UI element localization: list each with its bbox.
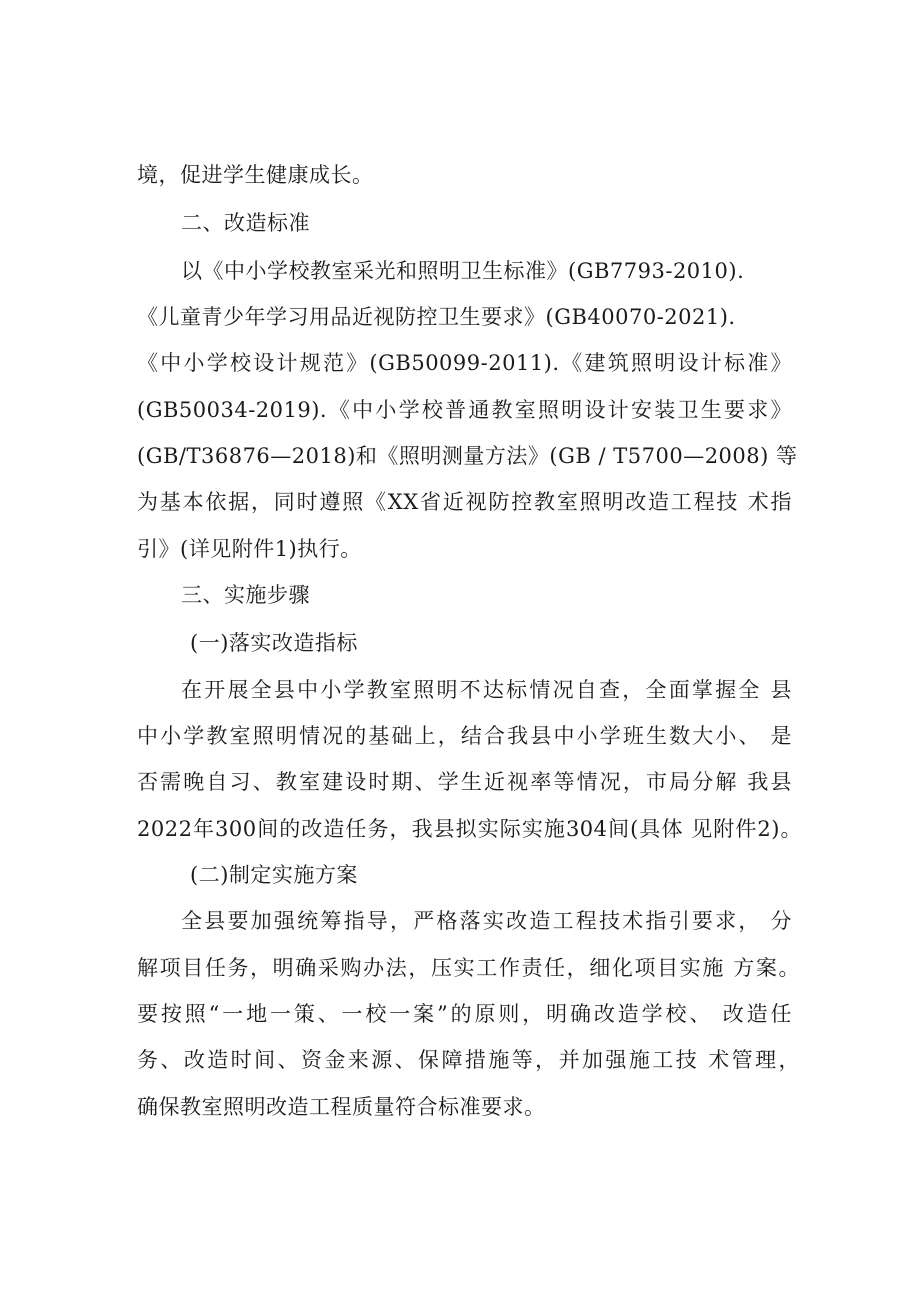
section-heading-steps: 三、实施步骤: [181, 583, 310, 607]
paragraph-line: 为基本依据，同时遵照《XX省近视防控教室照明改造工程技 术指: [137, 490, 792, 514]
paragraph-line: 否需晚自习、教室建设时期、学生近视率等情况，市局分解 我县: [137, 770, 792, 794]
paragraph-line: 要按照“一地一策、一校一案”的原则，明确改造学校、 改造任: [137, 1002, 792, 1026]
paragraph-line: 务、改造时间、资金来源、保障措施等，并加强施工技 术管理，: [137, 1048, 800, 1072]
paragraph-line: (GB50034-2019).《中小学校普通教室照明设计安装卫生要求》: [137, 398, 792, 422]
paragraph-line: 境，促进学生健康成长。: [137, 163, 374, 187]
paragraph-line: 全县要加强统筹指导，严格落实改造工程技术指引要求， 分: [181, 909, 792, 933]
paragraph-line: 中小学教室照明情况的基础上，结合我县中小学班生数大小、 是: [137, 724, 792, 748]
paragraph-line: 在开展全县中小学教室照明不达标情况自查，全面掌握全 县: [181, 678, 792, 702]
paragraph-line: 《中小学校设计规范》(GB50099-2011).《建筑照明设计标准》: [137, 351, 792, 375]
paragraph-line: 确保教室照明改造工程质量符合标准要求。: [137, 1095, 546, 1119]
paragraph-line: 以《中小学校教室采光和照明卫生标准》(GB7793-2010).: [181, 259, 745, 283]
subsection-heading-plan: (二)制定实施方案: [190, 863, 358, 887]
subsection-heading-targets: (一)落实改造指标: [190, 631, 358, 655]
paragraph-line: (GB/T36876—2018)和《照明测量方法》(GB / T5700—2008) 等: [137, 444, 798, 468]
section-heading-standards: 二、改造标准: [181, 211, 310, 235]
paragraph-line: 解项目任务，明确采购办法，压实工作责任，细化项目实施 方案。: [137, 956, 800, 980]
paragraph-line: 引》(详见附件1)执行。: [137, 537, 362, 561]
paragraph-line: 《儿童青少年学习用品近视防控卫生要求》(GB40070-2021).: [137, 305, 736, 329]
paragraph-line: 2022年300间的改造任务，我县拟实际实施304间(具体 见附件2)。: [137, 817, 802, 841]
